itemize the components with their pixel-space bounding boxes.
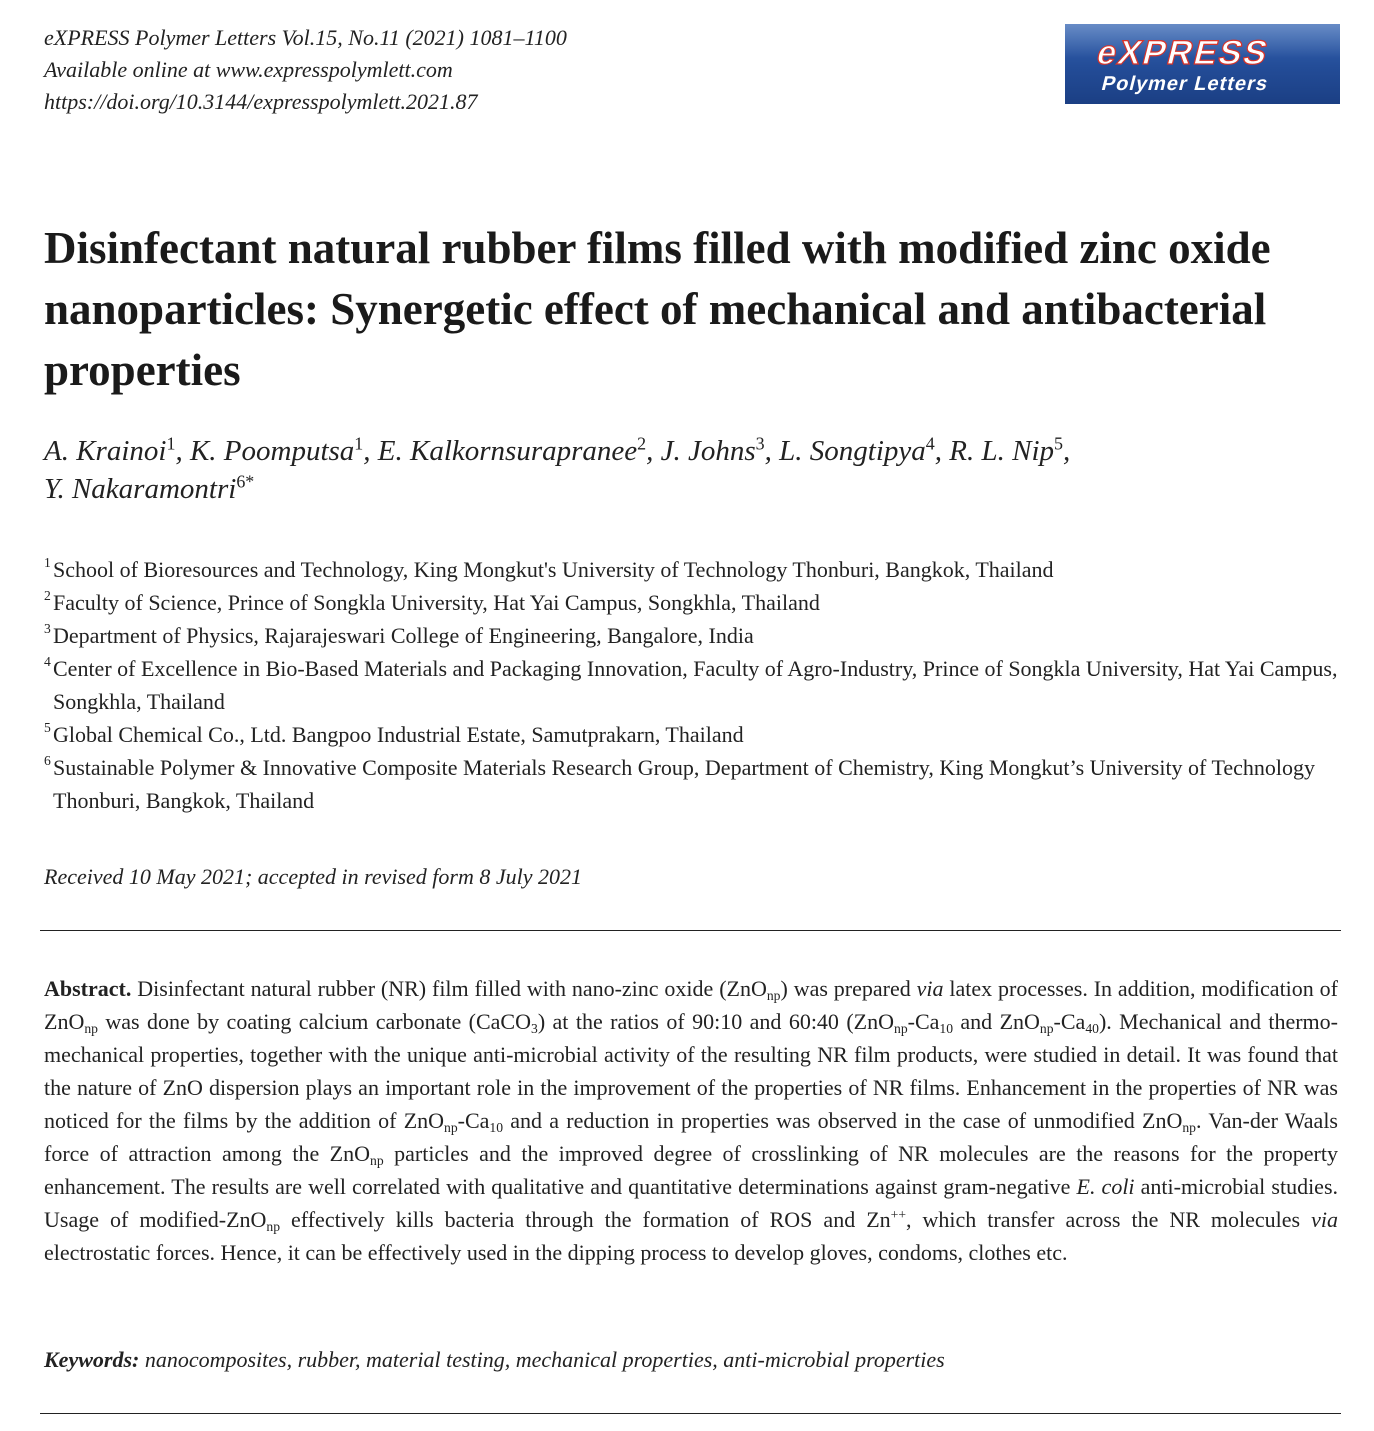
abstract-segment: np [1182, 1120, 1196, 1135]
abstract-segment: electrostatic forces. Hence, it can be effectively used in the dipping process to develop gloves, condoms, clothes etc. [44, 1240, 1068, 1265]
abstract-segment: -Ca [1053, 1009, 1086, 1034]
author-separator: , [934, 435, 950, 467]
affiliation-text: School of Bioresources and Technology, King Mongkut's University of Technology Thonburi, Bangkok, Thailand [53, 557, 1054, 582]
author-name: E. Kalkornsurapranee [377, 435, 638, 467]
author-separator: , [175, 435, 190, 467]
abstract-segment: Disinfectant natural rubber (NR) film filled with nano-zinc oxide (ZnO [131, 976, 767, 1001]
abstract-segment: 10 [939, 1021, 954, 1036]
author-separator: , [363, 435, 378, 467]
affiliation-text: Global Chemical Co., Ltd. Bangpoo Industrial Estate, Samutprakarn, Thailand [53, 722, 744, 747]
author-affiliation-ref: 3 [755, 433, 765, 454]
author-name: K. Poomputsa [189, 435, 355, 467]
abstract-segment: np [444, 1120, 458, 1135]
author-affiliation-ref: 2 [637, 433, 647, 454]
abstract-segment: ) at the ratios of 90:10 and 60:40 (ZnO [537, 1009, 894, 1034]
affiliation-text: Department of Physics, Rajarajeswari College of Engineering, Bangalore, India [53, 623, 754, 648]
author-name: L. Songtipya [779, 435, 926, 467]
logo-line2: Polymer Letters [1099, 73, 1271, 95]
abstract-segment: . Van-der Waals force of attraction among the ZnO [44, 1108, 1338, 1166]
abstract-segment: 3 [531, 1021, 538, 1036]
journal-citation: eXPRESS Polymer Letters Vol.15, No.11 (2021) 1081–1100 [44, 25, 567, 50]
abstract-segment: -Ca [907, 1009, 940, 1034]
divider-top [40, 930, 1341, 931]
author-affiliation-ref: 5 [1054, 433, 1063, 454]
abstract-segment: ++ [890, 1207, 907, 1222]
logo-line1: eXPRESS [1093, 34, 1274, 72]
abstract-segment: 10 [489, 1120, 504, 1135]
divider-bottom [40, 1413, 1341, 1414]
keywords-text: nanocomposites, rubber, material testing, mechanical properties, anti-microbial properties [139, 1347, 945, 1372]
author-affiliation-ref: 4 [925, 433, 935, 454]
abstract-segment: np [894, 1021, 908, 1036]
abstract-segment: anti-microbial studies. Usage of modified-ZnO [44, 1174, 1339, 1232]
author-name: Y. Nakaramontri [44, 473, 237, 505]
affiliation-item: 5 Global Chemical Co., Ltd. Bangpoo Industrial Estate, Samutprakarn, Thailand [44, 720, 744, 747]
abstract-segment: latex processes. In addition, modification of ZnO [44, 976, 1338, 1034]
abstract-segment: was done by coating calcium carbonate (CaCO [97, 1009, 531, 1034]
author-separator: , [1063, 435, 1071, 467]
journal-logo [1065, 24, 1340, 104]
author-name: A. Krainoi [44, 435, 167, 467]
received-dates: Received 10 May 2021; accepted in revised form 8 July 2021 [44, 864, 582, 889]
affiliation-text: Center of Excellence in Bio-Based Materials and Packaging Innovation, Faculty of Agro-Industry, Prince of Songkla University, Hat Yai Campus, Songkhla, Thailand [53, 656, 1338, 714]
available-online: Available online at www.expresspolymlett.com [44, 57, 453, 82]
author-separator: , [764, 435, 780, 467]
affiliation-list [44, 553, 1344, 817]
abstract-body [44, 976, 1338, 1265]
affiliation-item: 2 Faculty of Science, Prince of Songkla University, Hat Yai Campus, Songkhla, Thailand [44, 588, 820, 615]
affiliation-item: 4 Center of Excellence in Bio-Based Materials and Packaging Innovation, Faculty of Agro-Industry, Prince of Songkla University, Hat Yai Campus, Songkhla, Thailand [44, 654, 1338, 714]
abstract-segment: np [266, 1219, 281, 1234]
abstract-segment: via [916, 976, 944, 1001]
affiliation-item: 6 Sustainable Polymer & Innovative Composite Materials Research Group, Department of Chemistry, King Mongkut’s University of Technology Thonburi, Bangkok, Thailand [44, 753, 1316, 813]
author-name: J. Johns [660, 435, 756, 467]
journal-info [44, 22, 567, 118]
abstract-segment: effectively kills bacteria through the formation of ROS and Zn [280, 1207, 891, 1232]
affiliation-item: 3 Department of Physics, Rajarajeswari College of Engineering, Bangalore, India [44, 621, 754, 648]
article-title: Disinfectant natural rubber films filled with modified zinc oxide nanoparticles: Synergetic effect of mechanical and antibacterial properties [44, 223, 1271, 395]
affiliation-text: Sustainable Polymer & Innovative Composite Materials Research Group, Department of Chemistry, King Mongkut’s University of Technology Thonburi, Bangkok, Thailand [53, 755, 1316, 813]
abstract-segment: via [1311, 1207, 1338, 1232]
abstract-segment: 40 [1085, 1021, 1099, 1036]
author-separator: , [646, 435, 661, 467]
abstract-label: Abstract. [44, 976, 132, 1001]
abstract [44, 972, 1338, 1269]
abstract-segment: and ZnO [953, 1009, 1040, 1034]
doi-link[interactable]: https://doi.org/10.3144/expresspolymlett.2021.87 [44, 89, 478, 114]
abstract-segment: np [84, 1021, 98, 1036]
abstract-segment: ) was prepared [780, 976, 917, 1001]
abstract-segment: -Ca [457, 1108, 490, 1133]
keywords [44, 1343, 945, 1376]
affiliation-item: 1 School of Bioresources and Technology, King Mongkut's University of Technology Thonburi, Bangkok, Thailand [44, 555, 1054, 582]
abstract-segment: and a reduction in properties was observed in the case of unmodified ZnO [503, 1108, 1183, 1133]
keywords-label: Keywords: [44, 1347, 140, 1372]
author-affiliation-ref: 6* [236, 471, 255, 492]
abstract-segment: particles and the improved degree of crosslinking of NR molecules are the reasons for the property enhancement. The results are well correlated with qualitative and quantitative determinations against gram-negative [44, 1141, 1338, 1199]
abstract-segment: E. coli [1076, 1174, 1135, 1199]
author-affiliation-ref: 1 [354, 433, 364, 454]
abstract-segment: np [766, 988, 781, 1003]
abstract-segment: np [370, 1153, 384, 1168]
abstract-segment: , which transfer across the NR molecules [906, 1207, 1312, 1232]
abstract-segment: np [1039, 1021, 1054, 1036]
author-list [44, 432, 1334, 508]
abstract-segment: ). Mechanical and thermo-mechanical properties, together with the unique anti-microbial activity of the resulting NR film products, were studied in detail. It was found that the nature of ZnO dispersion plays an important role in the improvement of the properties of NR films. Enhancement in the properties of NR was noticed for the films by the addition of ZnO [44, 1009, 1339, 1133]
affiliation-text: Faculty of Science, Prince of Songkla University, Hat Yai Campus, Songkhla, Thailand [53, 590, 820, 615]
author-name: R. L. Nip [949, 435, 1055, 467]
author-affiliation-ref: 1 [166, 433, 176, 454]
